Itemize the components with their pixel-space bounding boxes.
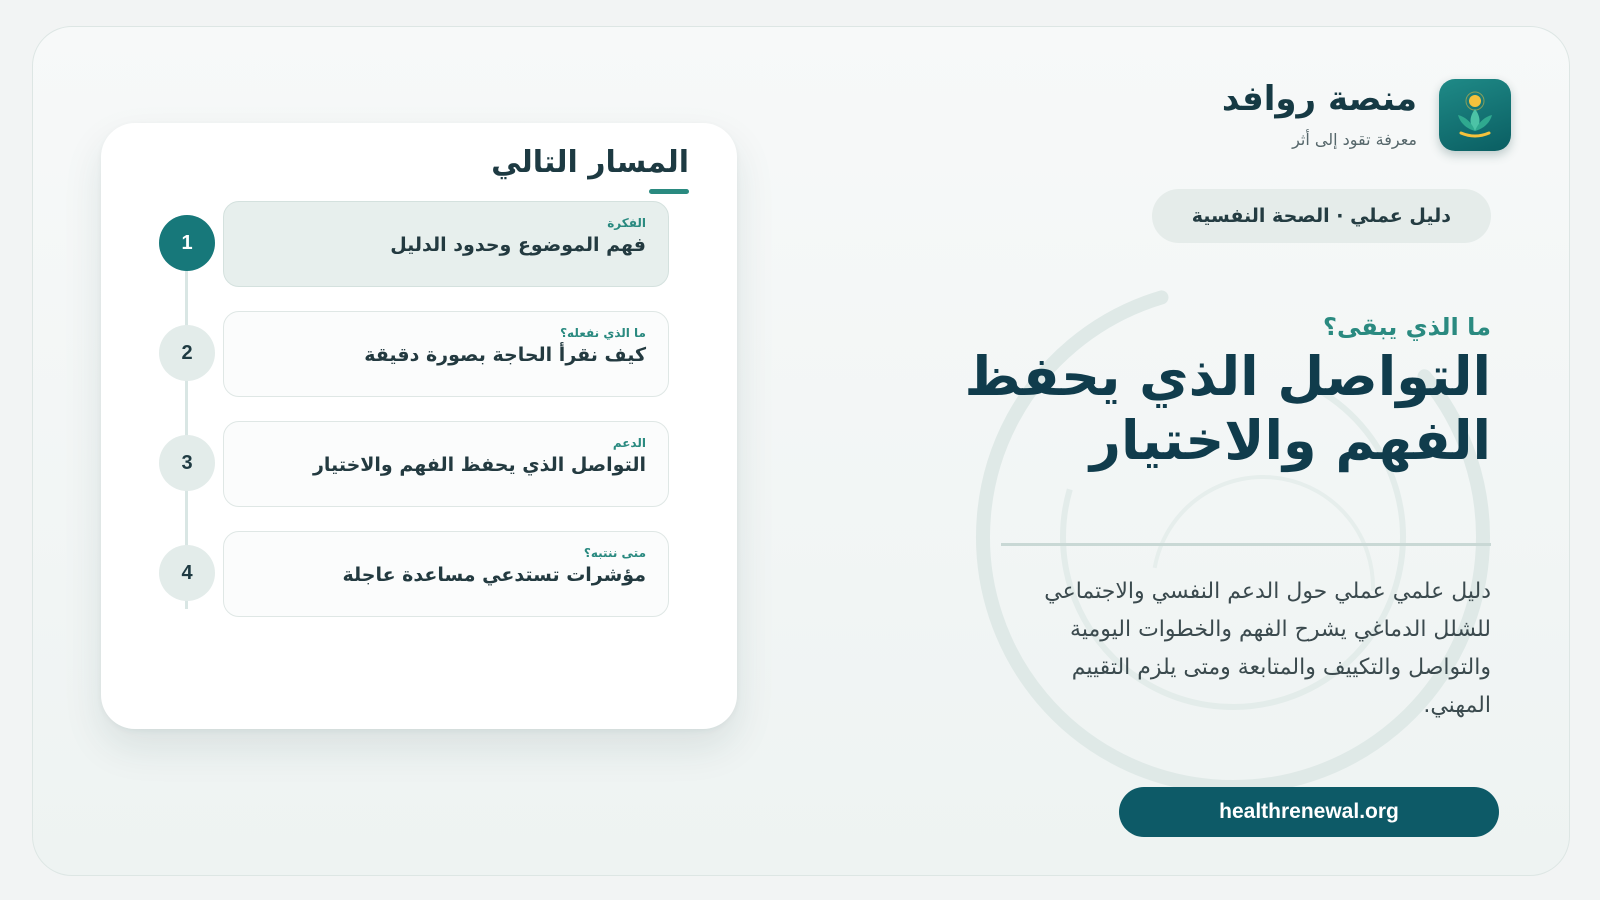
step-label: الدعم <box>612 436 646 450</box>
title-underline <box>649 189 689 194</box>
hero-headline: التواصل الذي يحفظ الفهم والاختيار <box>964 345 1491 472</box>
step-number-3: 3 <box>159 435 215 491</box>
step-title: مؤشرات تستدعي مساعدة عاجلة <box>342 564 646 586</box>
step-item-1[interactable] <box>223 201 669 287</box>
step-number-1: 1 <box>159 215 215 271</box>
step-label: ما الذي نفعله؟ <box>560 326 646 340</box>
section-divider <box>1001 543 1491 546</box>
path-card <box>101 123 737 729</box>
step-item-3[interactable] <box>223 421 669 507</box>
brand-tagline: معرفة تقود إلى أثر <box>1292 130 1417 150</box>
step-title: كيف نقرأ الحاجة بصورة دقيقة <box>364 344 646 366</box>
step-title: فهم الموضوع وحدود الدليل <box>390 234 646 256</box>
hero-description: دليل علمي عملي حول الدعم النفسي والاجتماعي للشلل الدماغي يشرح الفهم والخطوات اليومية والتواصل والتكييف والمتابعة ومتى يلزم التقييم المهني. <box>1044 579 1491 718</box>
step-item-4[interactable] <box>223 531 669 617</box>
step-item-2[interactable] <box>223 311 669 397</box>
category-pill: دليل عملي · الصحة النفسية <box>1152 189 1491 243</box>
website-link-button[interactable]: healthrenewal.org <box>1119 787 1499 837</box>
step-label: الفكرة <box>607 216 646 230</box>
lotus-sun-icon <box>1439 79 1511 151</box>
brand-block <box>1222 79 1511 151</box>
path-card-title: المسار التالي <box>491 145 689 180</box>
hero-kicker: ما الذي يبقى؟ <box>1323 313 1491 341</box>
brand-name: منصة روافد <box>1221 78 1417 119</box>
step-number-2: 2 <box>159 325 215 381</box>
step-number-4: 4 <box>159 545 215 601</box>
step-label: متى ننتبه؟ <box>583 546 646 560</box>
step-title: التواصل الذي يحفظ الفهم والاختيار <box>312 454 646 476</box>
slide-frame <box>32 26 1570 876</box>
